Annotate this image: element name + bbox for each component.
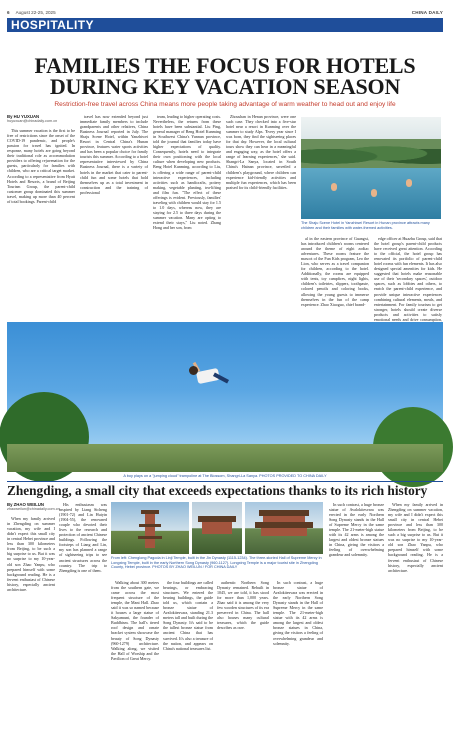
paper-name: CHINA DAILY (411, 9, 443, 15)
article1-column-5 (301, 236, 369, 318)
article1-column-2 (80, 114, 148, 318)
article1-col6-text: edge officer at Huazhu Group, said that the hotel group's parent-child products have received great attention. According to the official, the hotel group has renovated its portfolio of parent-child hotel rooms with fun elements. It has also designed special amenities for kids. He suggested that hotels make reasonable use of their 'secondary spaces', outdoor spaces, such as lobbies and others, to enrich the parent-child experience, and provide unique interactive experiences combining cultural elements, meals, and entertainment. For family tourism to get stronger, hotels should create diverse products and activities to satisfy emotional needs and drive consumption, (374, 236, 442, 322)
article2-col4-text: the four buildings are called bearings, or embracing structures. We entered the bearing buildings, the guide told us, which contain a bronze statue of Avalokitesvara, standing 21.3 meters tall and built during the Song Dynasty. It's said to be the tallest bronze statue from ancient China that has survived. It's also a treasure of the nation, and appears on China's national treasures list. (163, 580, 213, 651)
child-figure (331, 183, 337, 191)
article2-col7-text: In such contrast, a huge bronze statue of Avalokitesvara was erected in the early Northern Song Dynasty stands in the Hall of Supreme Mercy in the same temple. The 21-meter-high statue with its 42 arms is among the largest and oldest bronze statues in China, giving the visitors a feeling of overwhelming grandeur and solemnity. (329, 502, 384, 558)
divider (7, 481, 443, 482)
pool-photo (301, 117, 441, 219)
article1-column-4 (226, 114, 296, 318)
jumping-boy (187, 362, 227, 396)
article1-byline: By HU YUXUAN (7, 114, 40, 119)
article1-column-3 (153, 114, 221, 318)
temple-hall-photo (192, 502, 242, 554)
article2-column-8 (388, 502, 443, 740)
article1-col5-text: al in the eastern province of Guangxi, has introduced children's rooms centered around the theme of eight zodiac adventures. These rooms feature the mascot of the Fun Kids program, Leo the Lion, who serves as a travel companion for children, according to the hotel. Additionally, the rooms are equipped with tents, toy campfires, night lights, children's toiletries, slippers, toothpaste, colored pencils and coloring books, allowing the young guests to immerse themselves in the fun of the camp experience. Zhao Xiaoguo, chief brand- (301, 236, 369, 307)
article1-col1-text: This summer vacation is the first to be free of restrictions since the onset of the COVID-19 pandemic, and people's passion for travel has ignited. In response, many hotels are going beyond their traditional role as accommodation providers to offering rejuvenation for the guests, particularly for families with children, who are a critical target market. According to a representative from Hyatt Hotels and Resorts, a brand of Beijing Tourism Group, the parent-child customer group dominated this summer travel, making up more than 40 percent of total bookings. Parent-child (7, 128, 75, 204)
article2-col2-text: His enthusiasm was inspired by Liang Sicheng (1901-72) and Lin Huiyin (1904-55), the renowned couple who devoted their lives to the research and protection of ancient Chinese buildings. Following the footsteps of Liang and Lin, my son has planned a range of sightseeing trips to see ancient structures across the country. The trip to Zhengding is one of them. (59, 502, 107, 573)
article1-column-6 (374, 236, 442, 322)
article2-byline: By ZHAO WEILUN (7, 502, 44, 507)
child-figure (371, 189, 377, 197)
trampoline-photo-caption: A boy plays on a "jumping cloud" trampoline at The Blossom, Shangri-La Sanya. PHOTOS PROVIDED TO CHINA DAILY (123, 474, 327, 478)
section-title: HOSPITALITY (7, 18, 443, 32)
hall-wall (261, 528, 307, 536)
article1-col4-text: Zhoushan in Henan province, were one such case. They checked into a five-star hotel near a resort in Kunming over the summer to study Alps. 'Every year since I was born, they find the sightseeing places for that day. However, the local cultural tours show they can hear in a meaningful and engaging way, as the hotel offers a range of learning experiences,' she said. Shangri-La Sanya, located in South China's Hainan province, unveiled a children's playground, where children can experience kid-friendly activities and multiple fun experiences, which has been praised for its child-friendly facilities. (226, 114, 296, 190)
article2-column-1 (7, 502, 60, 740)
pagoda-eave (138, 536, 162, 539)
pool-trees (301, 139, 441, 168)
article2-col5-text: authentic Northern Song Dynasty remained. Rebuilt in 1045, we are told, it has stood for more than 1,000 years. Zhao said it is among the very few wooden structures of its era preserved in China. The hall also houses many cultural treasures, which the guide describes as rare. (217, 580, 269, 631)
hall-of-supreme-mercy-photo (245, 502, 323, 554)
article1-deck: Restriction-free travel across China means more people taking advantage of warm weather to head out and enjoy life (54, 101, 396, 108)
pagoda-photo (111, 502, 189, 554)
article2-col6-text: In such contrast, a huge bronze statue of Avalokitesvara was erected in the early Northern Song Dynasty stands in the Hall of Supreme Mercy in the same temple. The 21-meter-high statue with its 42 arms is among the largest and oldest bronze statues in China, giving the visitors a feeling of overwhelming grandeur and solemnity. (273, 580, 323, 646)
hall-wall (202, 522, 232, 534)
page-header (7, 7, 443, 17)
article2-column-5 (217, 580, 269, 740)
article2-column-3 (111, 580, 159, 740)
article2-headline: Zhengding, a small city that exceeds expectations thanks to its rich history (7, 483, 428, 498)
article1-col2-text: travel has now extended beyond just immediate family members to include grandparents and other relatives, China Business Journal reported in July. The Shaju Scene Hotel, within Yanzhiwei Resort in Central China's Hunan province, features water sports activities and has been a popular choice for family tourists this summer. According to a hotel representative interviewed by China Business Journal, there is a variety of hotels in the market that cater to parent-child fun and some hotels that hold themselves up as a total investment in construction and the training of professional (80, 114, 148, 195)
article1-col3-text: team, leading to higher operating costs. Nevertheless, the returns from these hotels have been substantial. Liu Ping, general manager of Beng Hotel Kunming in Southwest China's Yunnan province, told the journal that families today have higher expectations of quality. Consequently, hotels need to integrate their own positioning with the local culture when developing new products. Beng Hotel Kunming, according to Liu, is offering a wide range of parent-child interactive experiences, including activities such as handicrafts, pottery making, vegetable planting, tea-lifting and film fun. "The effect of these offerings is evident. Previously, families' traveling with children would stay for 1.5 to 1.0 days, whereas now, they are staying for 2.5 to three days during the summer vacation. Many are opting to extend their stays," Liu noted. Zhang Hong and her son, from (153, 114, 221, 231)
child-figure (406, 179, 412, 187)
article2-email: zhaoweilun@chinadaily.com.cn (7, 507, 60, 512)
temple-photos-caption: From left: Chenglong Pagoda in Linji Temple, built in the Jin Dynasty (1115-1234). The three-storied Hall of Supreme Mercy in Longxing Temple, built in the early Northern Song Dynasty (960-1127). Longxing Temple is a major tourist site in Zhengding County, Hebei province. PHOTOS BY ZHAO WEILUN / FOR CHINA DAILY (111, 556, 322, 570)
article2-col3-text: Walking about 300 meters from the southern gate, we came across the most frequent structure of the temple, the Mani Hall. Zhao said it was so named because it houses a large statue of Sakyamuni, the founder of Buddhism. The hall's tiered roof design and ornate bracket system showcase the beauty of Song Dynasty (960-1279) architecture. Walking along, we visited the Hall of Worship and the Pavilion of Great Mercy. (111, 580, 159, 661)
pagoda-eave (139, 524, 161, 527)
issue-date: August 22-25, 2025 (15, 9, 56, 15)
article1-headline (10, 55, 440, 97)
article2-col8-text: When my family arrived in Zhengding on summer vacation, my wife and I didn't expect this small city in central Hebei province and less than 300 kilometers from Beijing, to be such a big surprise to us. But it was no surprise to my 10-year-old son Zhao Yanpu, who prepared himself with some background reading. He is a fervent enthusiast of Chinese history, especially ancient architecture. (388, 502, 443, 573)
page-number: 6 (7, 9, 10, 15)
article2-col1-text: When my family arrived in Zhengding on summer vacation, my wife and I didn't expect this small city in central Hebei province and less than 300 kilometers from Beijing, to be such a big surprise to us. But it was no surprise to my 10-year-old son Zhao Yanpu, who prepared himself with some background reading. He is a fervent enthusiast of Chinese history, especially ancient architecture. (7, 516, 55, 592)
headline-line2: DURING KEY VACATION SEASON (49, 74, 401, 99)
photo-ground (7, 444, 443, 472)
article2-column-7 (329, 502, 384, 740)
pagoda-body (145, 514, 155, 548)
article1-email: huyuxuan@chinadaily.com.cn (7, 119, 58, 124)
trampoline-photo (7, 322, 443, 472)
article2-column-6 (273, 580, 323, 740)
article2-column-2 (59, 502, 107, 740)
article2-column-4 (163, 580, 213, 740)
article1-column-1 (7, 114, 75, 318)
pool-photo-caption: The Shaju Scene Hotel in Yanzhiwei Resort in Hunan province attracts many children and their families with water-themed activities. (301, 221, 430, 230)
headline-line1: FAMILIES THE FOCUS FOR HOTELS (34, 53, 416, 78)
